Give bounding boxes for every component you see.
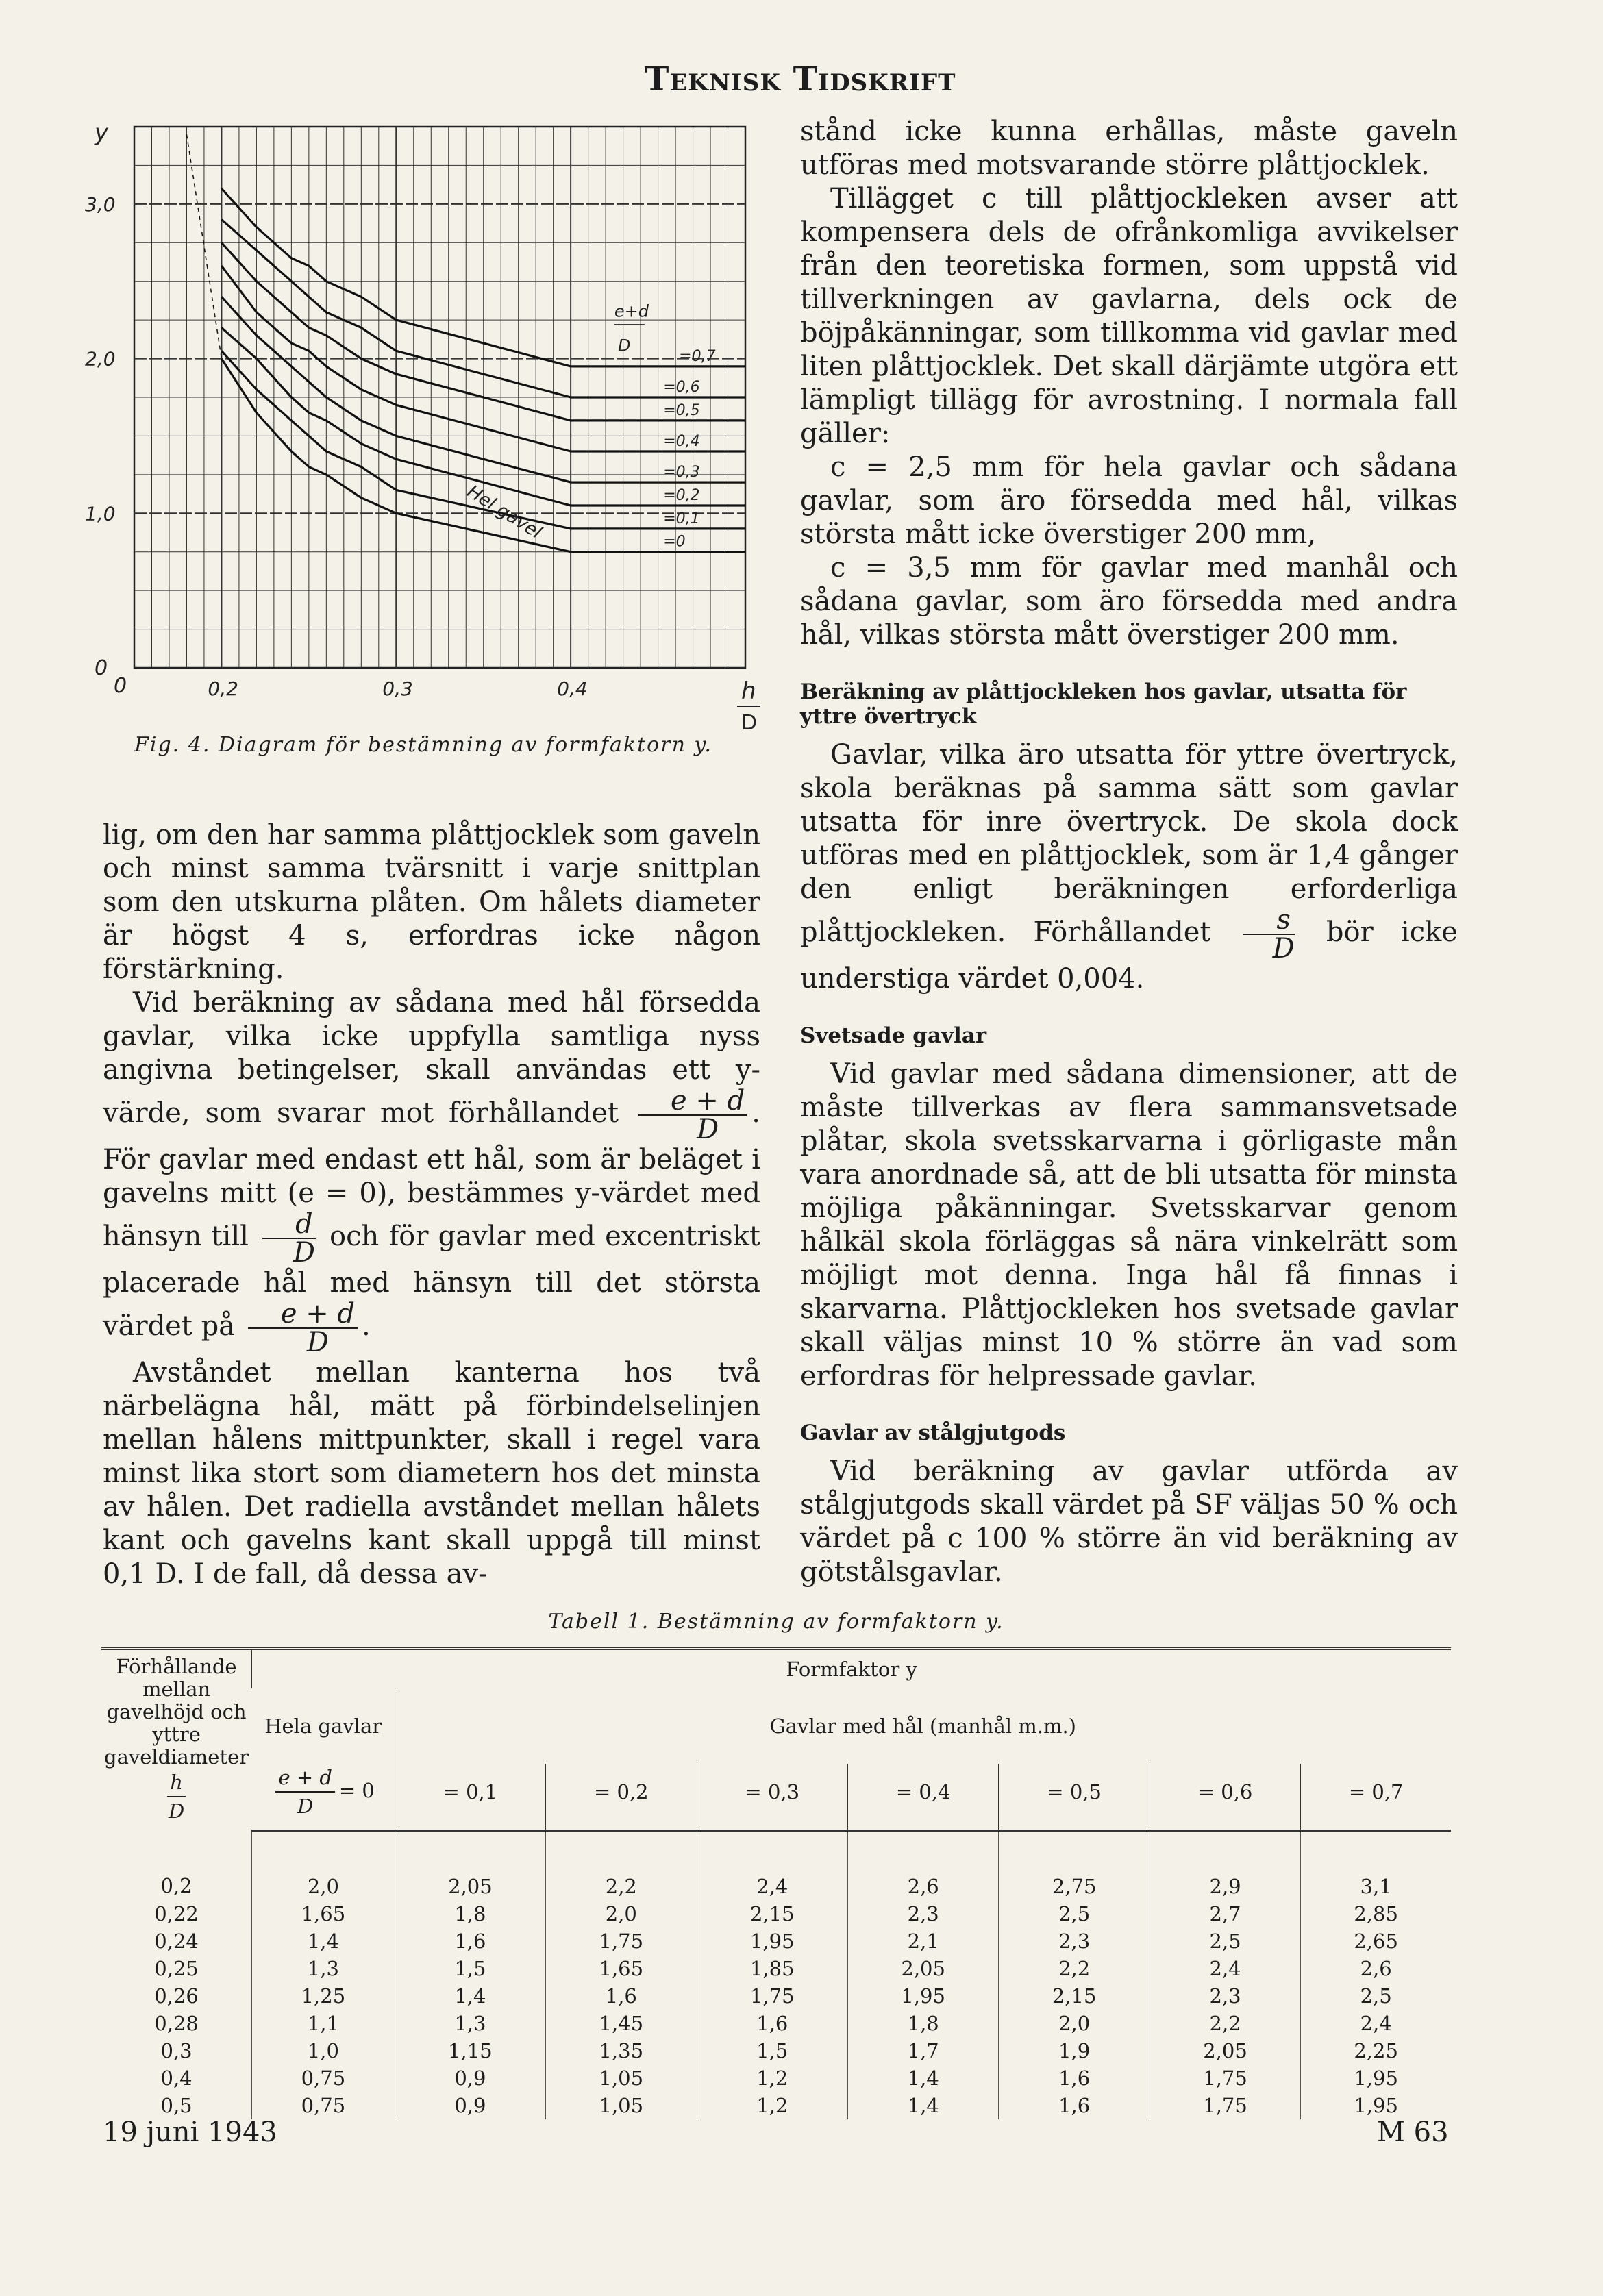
left-column — [103, 819, 760, 1591]
value-cell: 2,3 — [1150, 1982, 1300, 2010]
value-cell: 1,6 — [546, 1982, 697, 2010]
header-gavlar-med-hal: Gavlar med hål (manhål m.m.) — [395, 1688, 1451, 1764]
value-cell: 2,3 — [847, 1900, 998, 1927]
fraction-den: D — [1272, 933, 1295, 964]
fraction-den: D — [306, 1327, 329, 1358]
header-cond-0 — [252, 1764, 395, 1831]
chart-labels — [85, 119, 760, 729]
left-paragraph-2a: Vid beräkning av sådana med hål försedda gavlar, vilka icke uppfylla samtliga nyss angivna betingelser, skall användas ett y-värde, som svarar mot förhållandet — [103, 987, 760, 1129]
figure-caption: Fig. 4. Diagram för bestämning av formfaktorn y. — [134, 733, 712, 757]
value-cell: 1,95 — [1301, 2064, 1451, 2092]
value-cell: 2,05 — [847, 1955, 998, 1982]
value-cell: 1,75 — [546, 1927, 697, 1955]
value-cell: 2,7 — [1150, 1900, 1300, 1927]
value-cell: 2,4 — [1301, 2010, 1451, 2037]
left-paragraph-2 — [103, 986, 760, 1356]
fraction-cond — [275, 1764, 334, 1820]
x-tick-label: 0,4 — [557, 677, 588, 700]
right-paragraph-5 — [800, 738, 1458, 996]
fraction-h-d — [167, 1769, 186, 1825]
value-cell: 1,75 — [1150, 2092, 1300, 2119]
value-cell: 1,4 — [847, 2092, 998, 2119]
value-cell: 1,45 — [546, 2010, 697, 2037]
value-cell: 2,4 — [697, 1831, 847, 1901]
value-cell: 1,65 — [252, 1900, 395, 1927]
fraction-e-plus-d — [638, 1087, 747, 1143]
header-formfactor: Formfaktor y — [252, 1649, 1451, 1688]
curve-label: =0,1 — [663, 510, 700, 527]
hel-gavel-label: Hel gavel — [463, 481, 545, 543]
section-heading-external-pressure: Beräkning av plåttjockleken hos gavlar, utsatta för yttre övertryck — [800, 679, 1407, 729]
fraction-num: h — [167, 1769, 186, 1797]
value-cell: 1,75 — [1150, 2064, 1300, 2092]
value-cell: 2,2 — [546, 1831, 697, 1901]
left-paragraph-1: lig, om den har samma plåttjocklek som gaveln och minst samma tvärsnitt i varje snittplan som den utskurna plåten. Om hålets diameter är högst 4 s, erfordras icke någon förstärkning. — [103, 819, 760, 985]
footer-page-number: M 63 — [1377, 2117, 1449, 2148]
fraction-e-plus-d — [248, 1300, 358, 1356]
value-cell: 1,4 — [847, 2064, 998, 2092]
value-cell: 2,05 — [1150, 2037, 1300, 2064]
value-cell: 1,1 — [252, 2010, 395, 2037]
value-cell: 0,9 — [395, 2092, 545, 2119]
curve-label: =0,2 — [663, 487, 700, 504]
origin-y-label: 0 — [95, 656, 108, 680]
value-cell: 2,1 — [847, 1927, 998, 1955]
curve-label: =0,3 — [663, 464, 700, 482]
table-row — [101, 2092, 1451, 2119]
section-heading-welded: Svetsade gavlar — [800, 1023, 987, 1048]
value-cell: 0,75 — [252, 2064, 395, 2092]
value-cell: 1,25 — [252, 1982, 395, 2010]
ratio-cell: 0,3 — [160, 2039, 192, 2062]
left-paragraph-2c: och för gavlar med excentriskt placerade hål med hänsyn till det största värdet på — [103, 1221, 761, 1342]
table-row — [101, 2010, 1451, 2037]
value-cell: 1,8 — [395, 1900, 545, 1927]
fraction-s — [1243, 906, 1295, 962]
right-paragraph-5a: Gavlar, vilka äro utsatta för yttre övertryck, skola beräknas på samma sätt som gavlar utsatta för inre övertryck. De skola dock utföras med en plåttjocklek, som är 1,4 gånger den enligt beräkningen erforderliga plåttjockleken. Förhållandet — [800, 739, 1458, 948]
value-cell: 2,9 — [1150, 1831, 1300, 1901]
footer-date: 19 juni 1943 — [103, 2117, 277, 2148]
value-cell: 1,5 — [395, 1955, 545, 1982]
value-cell: 1,3 — [252, 1955, 395, 1982]
right-paragraph-3: c = 2,5 mm för hela gavlar och sådana gavlar, som äro försedda med hål, vilkas största mått icke överstiger 200 mm, — [800, 451, 1458, 550]
value-cell: 2,0 — [999, 2010, 1150, 2037]
ratio-cell: 0,28 — [154, 2012, 199, 2035]
fraction-num: e + d — [638, 1087, 747, 1116]
x-axis-label-num: h — [741, 677, 756, 705]
header-ratio — [101, 1649, 252, 1831]
value-cell: 1,3 — [395, 2010, 545, 2037]
cond-value: = 0 — [338, 1779, 375, 1802]
fraction-den: D — [293, 1237, 315, 1269]
value-cell: 2,2 — [999, 1955, 1150, 1982]
value-cell: 1,6 — [697, 2010, 847, 2037]
value-cell: 2,5 — [999, 1900, 1150, 1927]
y-tick-label: 2,0 — [85, 347, 116, 371]
value-cell: 2,5 — [1150, 1927, 1300, 1955]
value-cell: 1,9 — [999, 2037, 1150, 2064]
ratio-cell: 0,2 — [160, 1874, 192, 1898]
curve-label: =0 — [663, 533, 686, 551]
value-cell: 1,65 — [546, 1955, 697, 1982]
ratio-cell: 0,26 — [154, 1984, 199, 2008]
value-cell: 1,95 — [697, 1927, 847, 1955]
value-cell: 2,25 — [1301, 2037, 1451, 2064]
header-cond-01: = 0,1 — [395, 1764, 545, 1831]
x-axis-label-den: D — [741, 711, 758, 729]
curve-label: =0,7 — [679, 347, 716, 365]
header-cond-02: = 0,2 — [546, 1764, 697, 1831]
left-paragraph-3: Avståndet mellan kanterna hos två närbelägna hål, mätt på förbindelselinjen mellan hålens mittpunkter, skall i regel vara minst lika stort som diametern hos det minsta av hålen. Det radiella avståndet mellan hålets kant och gavelns kant skall uppgå till minst 0,1 D. I de fall, då dessa av- — [103, 1357, 760, 1590]
value-cell: 2,0 — [252, 1831, 395, 1901]
table-row — [101, 1831, 1451, 1901]
value-cell: 2,4 — [1150, 1955, 1300, 1982]
origin-x-label: 0 — [114, 674, 127, 698]
value-cell: 1,15 — [395, 2037, 545, 2064]
right-paragraph-7: Vid beräkning av gavlar utförda av stålgjutgods skall värdet på SF väljas 50 % och värdet på c 100 % större än vid beräkning av götstålsgavlar. — [800, 1456, 1458, 1588]
table-row — [101, 1955, 1451, 1982]
fraction-num: s — [1243, 906, 1295, 935]
table-body — [101, 1831, 1451, 2120]
value-cell: 1,95 — [847, 1982, 998, 2010]
value-cell: 2,15 — [697, 1900, 847, 1927]
value-cell: 1,2 — [697, 2064, 847, 2092]
curve-label: =0,6 — [663, 379, 700, 396]
header-hela-gavlar: Hela gavlar — [264, 1714, 382, 1738]
y-tick-label: 3,0 — [85, 192, 116, 216]
right-paragraph-5b: bör icke understiga värdet 0,004. — [800, 916, 1458, 995]
table-row — [101, 1900, 1451, 1927]
table-row — [101, 1927, 1451, 1955]
curve-label: =0,5 — [663, 401, 700, 419]
header-cond-05: = 0,5 — [999, 1764, 1150, 1831]
value-cell: 1,95 — [1301, 2092, 1451, 2119]
journal-title: Teknisk Tidskrift — [644, 60, 956, 99]
header-cond-07: = 0,7 — [1301, 1764, 1451, 1831]
ratio-cell: 0,25 — [154, 1957, 199, 1980]
value-cell: 2,65 — [1301, 1927, 1451, 1955]
value-cell: 1,2 — [697, 2092, 847, 2119]
value-cell: 2,0 — [546, 1900, 697, 1927]
value-cell: 1,5 — [697, 2037, 847, 2064]
value-cell: 2,85 — [1301, 1900, 1451, 1927]
fraction-den: D — [168, 1799, 185, 1823]
value-cell: 1,4 — [252, 1927, 395, 1955]
value-cell: 3,1 — [1301, 1831, 1451, 1901]
ratio-cell: 0,4 — [160, 2067, 192, 2090]
value-cell: 1,05 — [546, 2064, 697, 2092]
value-cell: 2,5 — [1301, 1982, 1451, 2010]
table-caption: Tabell 1. Bestämning av formfaktorn y. — [548, 1610, 1004, 1634]
value-cell: 1,6 — [395, 1927, 545, 1955]
ratio-cell: 0,24 — [154, 1930, 199, 1953]
left-paragraph-2b: . För gavlar med endast ett hål, som är beläget i gavelns mitt (e = 0), bestämmes y-värdet med hänsyn till — [103, 1097, 760, 1252]
x-tick-label: 0,3 — [382, 677, 413, 700]
y-tick-label: 1,0 — [85, 502, 116, 525]
formfactor-diagram — [81, 113, 766, 729]
fraction-den: D — [297, 1795, 314, 1818]
ratio-cell: 0,5 — [160, 2094, 192, 2117]
header-cond-06: = 0,6 — [1150, 1764, 1300, 1831]
header-cond-03: = 0,3 — [697, 1764, 847, 1831]
value-cell: 2,6 — [847, 1831, 998, 1901]
param-label-den: D — [617, 336, 631, 355]
value-cell: 1,7 — [847, 2037, 998, 2064]
value-cell: 0,75 — [252, 2092, 395, 2119]
right-paragraph-1: stånd icke kunna erhållas, måste gaveln utföras med motsvarande större plåttjocklek. — [800, 116, 1458, 181]
value-cell: 1,85 — [697, 1955, 847, 1982]
fraction-den: D — [697, 1114, 719, 1145]
y-axis-label: y — [95, 119, 109, 147]
value-cell: 2,05 — [395, 1831, 545, 1901]
right-paragraph-2: Tillägget c till plåttjockleken avser att kompensera dels de ofrånkomliga avvikelser från den teoretiska formen, som uppstå vid tillverkningen av gavlarna, dels ock de böjpåkänningar, som tillkomma vid gavlar med liten plåttjocklek. Det skall därjämte utgöra ett lämpligt tillägg för avrostning. I normala fall gäller: — [800, 183, 1458, 449]
left-paragraph-2d: . — [362, 1310, 371, 1342]
value-cell: 1,05 — [546, 2092, 697, 2119]
header-cond-04: = 0,4 — [847, 1764, 998, 1831]
header-ratio-text: Förhållande mellan gavelhöjd och yttre gaveldiameter — [104, 1655, 249, 1769]
right-paragraph-6: Vid gavlar med sådana dimensioner, att de måste tillverkas av flera sammansvetsade plåtar, skola svetsskarvarna i görligaste mån vara anordnade så, att de bli utsatta för minsta möjliga påkänningar. Svetsskarvar genom hålkäl skola förläggas så nära vinkelrätt som möjligt mot denna. Inga hål få finnas i skarvarna. Plåttjockleken hos svetsade gavlar skall väljas minst 10 % större än vad som erfordras för helpressade gavlar. — [800, 1058, 1458, 1392]
value-cell: 1,0 — [252, 2037, 395, 2064]
value-cell: 2,6 — [1301, 1955, 1451, 1982]
curve-label: =0,4 — [663, 433, 700, 450]
right-paragraph-4: c = 3,5 mm för gavlar med manhål och sådana gavlar, som äro försedda med andra hål, vilkas största mått överstiger 200 mm. — [800, 552, 1458, 651]
x-tick-label: 0,2 — [208, 677, 238, 700]
value-cell: 1,6 — [999, 2064, 1150, 2092]
value-cell: 2,2 — [1150, 2010, 1300, 2037]
value-cell: 2,3 — [999, 1927, 1150, 1955]
table-row — [101, 2064, 1451, 2092]
value-cell: 2,75 — [999, 1831, 1150, 1901]
value-cell: 1,8 — [847, 2010, 998, 2037]
value-cell: 2,15 — [999, 1982, 1150, 2010]
value-cell: 1,75 — [697, 1982, 847, 2010]
value-cell: 0,9 — [395, 2064, 545, 2092]
section-heading-cast-steel: Gavlar av stålgjutgods — [800, 1421, 1066, 1445]
fraction-num: e + d — [275, 1764, 334, 1793]
value-cell: 1,35 — [546, 2037, 697, 2064]
value-cell: 1,4 — [395, 1982, 545, 2010]
formfactor-table — [101, 1647, 1451, 2119]
right-column — [800, 115, 1458, 1589]
fraction-num: e + d — [248, 1300, 358, 1329]
fraction-num: d — [262, 1210, 316, 1239]
ratio-cell: 0,22 — [154, 1902, 199, 1925]
table-row — [101, 2037, 1451, 2064]
param-label-num: e+d — [614, 301, 649, 321]
value-cell: 1,6 — [999, 2092, 1150, 2119]
table-row — [101, 1982, 1451, 2010]
fraction-d — [262, 1208, 316, 1269]
